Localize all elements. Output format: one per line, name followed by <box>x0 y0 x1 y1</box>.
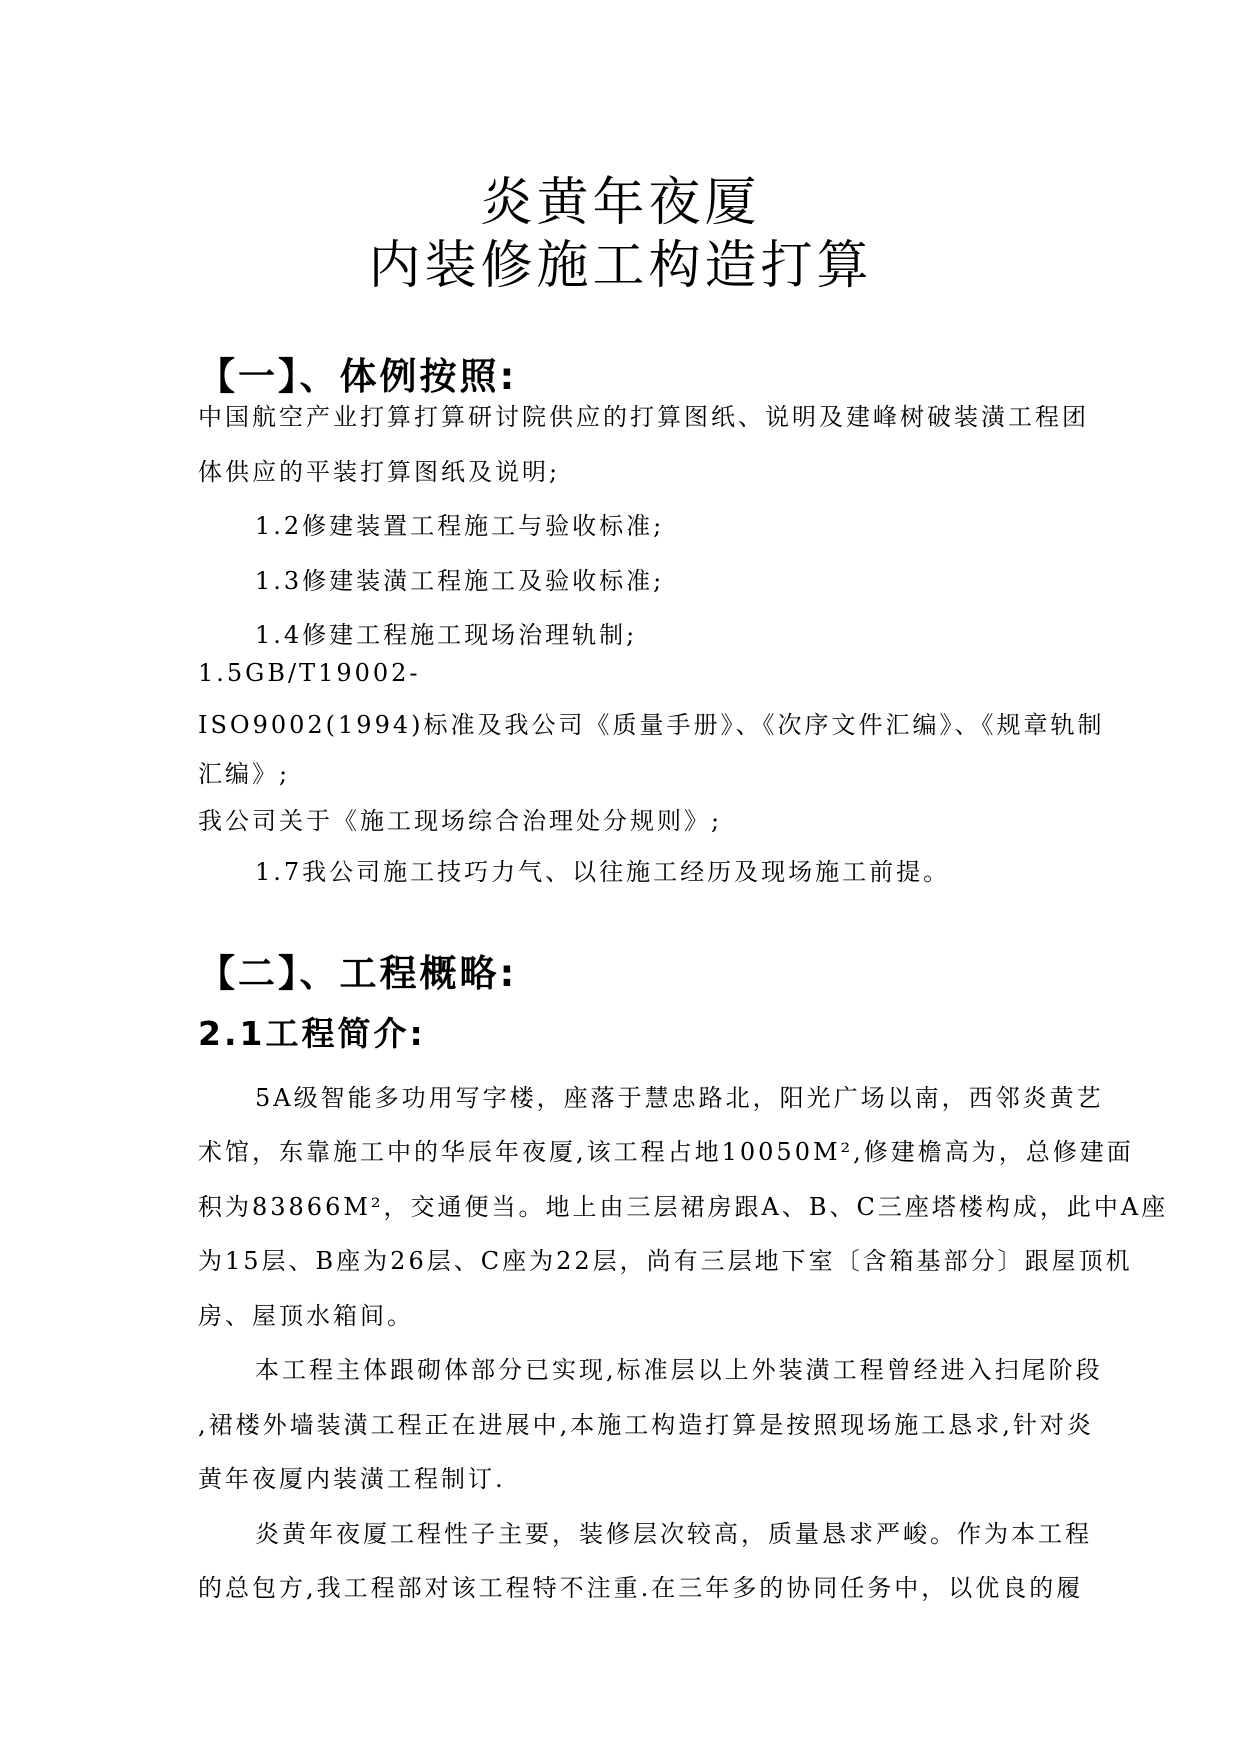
section2-paragraph-line: 本工程主体跟砌体部分已实现,标准层以上外装潢工程曾经进入扫尾阶段 <box>255 1356 1103 1384</box>
section1-list-item: 1.3修建装潢工程施工及验收标准; <box>255 567 665 595</box>
section2-heading: 【二】、工程概略: <box>198 952 518 995</box>
section1-paragraph-line: ISO9002(1994)标准及我公司《质量手册》、《次序文件汇编》、《规章轨制 <box>198 711 1105 739</box>
section2-paragraph-line: 的总包方,我工程部对该工程特不注重.在三年多的协同任务中，以优良的履 <box>198 1574 1084 1602</box>
section1-paragraph-line: 中国航空产业打算打算研讨院供应的打算图纸、说明及建峰树破装潢工程团 <box>198 403 1089 431</box>
section1-paragraph-line: 汇编》; <box>198 760 291 788</box>
section2-paragraph-line: 术馆，东靠施工中的华辰年夜厦,该工程占地10050M²,修建檐高为，总修建面 <box>198 1138 1134 1166</box>
section2-paragraph-line: ,裙楼外墙装潢工程正在进展中,本施工构造打算是按照现场施工恳求,针对炎 <box>198 1411 1094 1439</box>
section1-paragraph-line: 体供应的平装打算图纸及说明; <box>198 458 561 486</box>
section2-subheading: 2.1工程简介: <box>198 1014 426 1053</box>
section1-list-item: 1.5GB/T19002- <box>198 659 421 687</box>
section1-list-item: 1.7我公司施工技巧力气、以往施工经历及现场施工前提。 <box>255 858 951 886</box>
section1-list-item: 1.2修建装置工程施工与验收标准; <box>255 512 665 540</box>
section2-paragraph-line: 房、屋顶水箱间。 <box>198 1302 414 1330</box>
section2-paragraph-line: 炎黄年夜厦工程性子主要，装修层次较高，质量恳求严峻。作为本工程 <box>255 1520 1092 1548</box>
document-title-line1: 炎黄年夜厦 <box>480 173 761 233</box>
section2-paragraph-line: 黄年夜厦内装潢工程制订. <box>198 1465 506 1493</box>
document-title-line2: 内装修施工构造打算 <box>368 236 873 296</box>
section2-paragraph-line: 为15层、B座为26层、C座为22层，尚有三层地下室〔含箱基部分〕跟屋顶机 <box>198 1247 1133 1275</box>
section2-paragraph-line: 积为83866M²，交通便当。地上由三层裙房跟A、B、C三座塔楼构成，此中A座 <box>198 1193 1169 1221</box>
section1-heading: 【一】、体例按照: <box>198 355 518 398</box>
section1-list-item: 1.4修建工程施工现场治理轨制; <box>255 621 638 649</box>
section1-paragraph-line: 我公司关于《施工现场综合治理处分规则》; <box>198 807 723 835</box>
section2-paragraph-line: 5A级智能多功用写字楼，座落于慧忠路北，阳光广场以南，西邻炎黄艺 <box>255 1084 1104 1112</box>
